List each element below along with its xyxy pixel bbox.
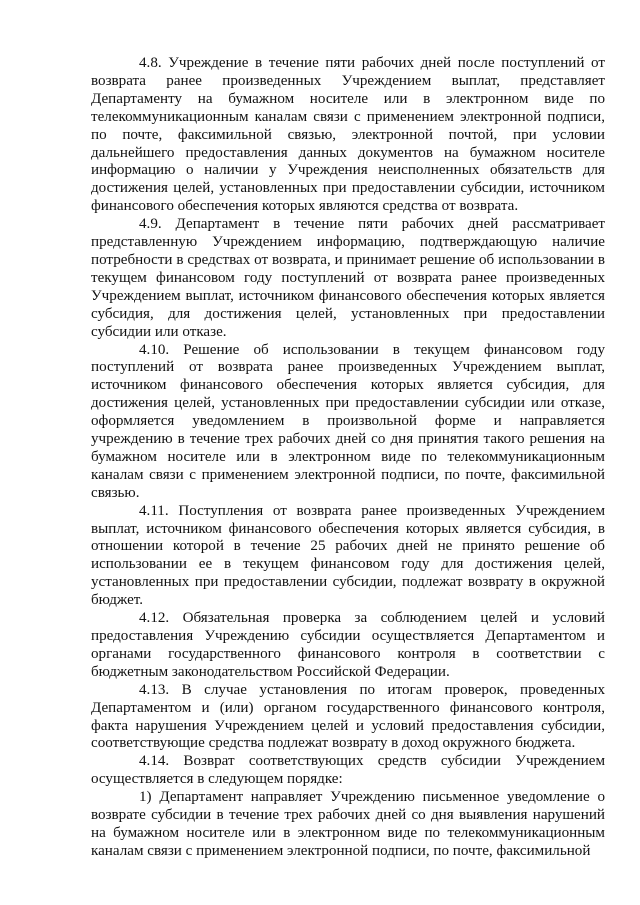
paragraph-4-12: 4.12. Обязательная проверка за соблюдением целей и условий предоставления Учреждению субсидии осуществляется Департаментом и органами государственного финансового контроля в соответствии с бюджетным законодательством Российской Федерации. [91,610,605,680]
document-page [91,55,605,861]
paragraph-4-9: 4.9. Департамент в течение пяти рабочих дней рассматривает представленную Учреждением информацию, подтверждающую наличие потребности в средствах от возврата, и принимает решение об использовании в текущем финансовом году поступлений от возврата ранее произведенных Учреждением выплат, источником финансового обеспечения которых является субсидия, для достижения целей, установленных при предоставлении субсидии или отказе. [91,216,605,340]
paragraph-4-13: 4.13. В случае установления по итогам проверок, проведенных Департаментом и (или) органом государственного финансового контроля, факта нарушения Учреждением целей и условий предоставления субсидии, соответствующие средства подлежат возврату в доход окружного бюджета. [91,681,605,752]
paragraph-4-14-item-1: 1) Департамент направляет Учреждению письменное уведомление о возврате субсидии в течение трех рабочих дней со дня выявления нарушений на бумажном носителе или в электронном виде по телекоммуникационным каналам связи с применением электронной подписи, по почте, факсимильной [91,789,605,859]
paragraph-4-14: 4.14. Возврат соответствующих средств субсидии Учреждением осуществляется в следующем порядке: [91,753,605,788]
paragraph-4-10: 4.10. Решение об использовании в текущем финансовом году поступлений от возврата ранее произведенных Учреждением выплат, источником финансового обеспечения которых является субсидия, для достижения целей, установленных при предоставлении субсидии или отказе, оформляется уведомлением в произвольной форме и направляется учреждению в течение трех рабочих дней со дня принятия такого решения на бумажном носителе или в электронном виде по телекоммуникационным каналам связи с применением электронной подписи, по почте, факсимильной связью. [91,341,605,501]
paragraph-4-11: 4.11. Поступления от возврата ранее произведенных Учреждением выплат, источником финансового обеспечения которых является субсидия, в отношении которой в течение 25 рабочих дней не принято решение об использовании ее в текущем финансовом году для достижения целей, установленных при предоставлении субсидии, подлежат возврату в окружной бюджет. [91,502,605,609]
paragraph-4-8: 4.8. Учреждение в течение пяти рабочих дней после поступлений от возврата ранее произведенных Учреждением выплат, представляет Департаменту на бумажном носителе или в электронном виде по телекоммуникационным каналам связи с применением электронной подписи, по почте, факсимильной связью, электронной почтой, при условии дальнейшего предоставления данных документов на бумажном носителе информацию о наличии у Учреждения неисполненных обязательств для достижения целей, установленных при предоставлении субсидии, источником финансового обеспечения которых являются средства от возврата. [91,55,605,215]
